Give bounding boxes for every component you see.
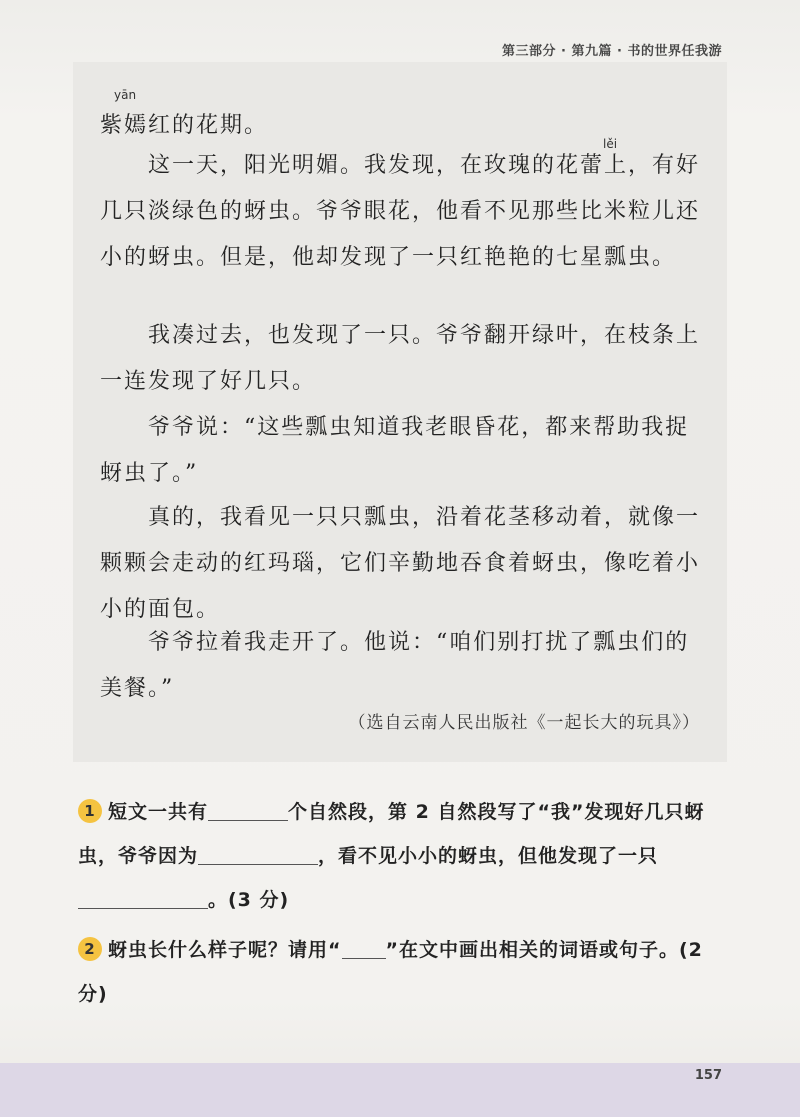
answer-blank[interactable] xyxy=(198,846,318,865)
question-text: ”在文中画出相关的词语或句子。(2 分) xyxy=(78,939,703,1005)
question-2 xyxy=(78,928,738,1016)
chapter-header: 第三部分 · 第九篇 · 书的世界任我游 xyxy=(502,44,722,59)
question-text: 短文一共有 xyxy=(108,801,209,823)
paragraph-3: 我凑过去，也发现了一只。爷爷翻开绿叶，在枝条上一连发现了好几只。 xyxy=(100,323,701,394)
paragraph-5: 真的，我看见一只只瓢虫，沿着花茎移动着，就像一颗颗会走动的红玛瑙，它们辛勤地吞食着蚜虫，像吃着小小的面包。 xyxy=(100,505,701,622)
question-text: 蚜虫长什么样子呢？请用“ xyxy=(108,939,342,961)
paragraph-1: 紫嫣红的花期。 xyxy=(100,113,269,138)
question-text: 。(3 分) xyxy=(208,889,290,911)
question-number-badge: 1 xyxy=(78,799,102,823)
question-text: ，看不见小小的蚜虫，但他发现了一只 xyxy=(318,845,659,867)
source-citation: （选自云南人民出版社《一起长大的玩具》） xyxy=(348,713,700,733)
question-number-badge: 2 xyxy=(78,937,102,961)
footer-band xyxy=(0,1063,800,1117)
paragraph-4: 爷爷说：“这些瓢虫知道我老眼昏花，都来帮助我捉蚜虫了。” xyxy=(100,415,690,486)
underline-sample xyxy=(342,940,386,959)
pinyin-annotation: lěi xyxy=(603,137,618,151)
answer-blank[interactable] xyxy=(78,890,208,909)
page-number: 157 xyxy=(694,1068,722,1083)
question-text: 个自然段，第 2 自然段写了“我”发现好几只蚜虫，爷爷因为 xyxy=(78,801,705,867)
question-1 xyxy=(78,790,738,922)
pinyin-annotation: yān xyxy=(114,88,137,102)
answer-blank[interactable] xyxy=(208,802,288,821)
paragraph-2: 这一天，阳光明媚。我发现，在玫瑰的花蕾上，有好几只淡绿色的蚜虫。爷爷眼花，他看不见那些比米粒儿还小的蚜虫。但是，他却发现了一只红艳艳的七星瓢虫。 xyxy=(100,153,701,270)
paragraph-6: 爷爷拉着我走开了。他说：“咱们别打扰了瓢虫们的美餐。” xyxy=(100,630,690,701)
